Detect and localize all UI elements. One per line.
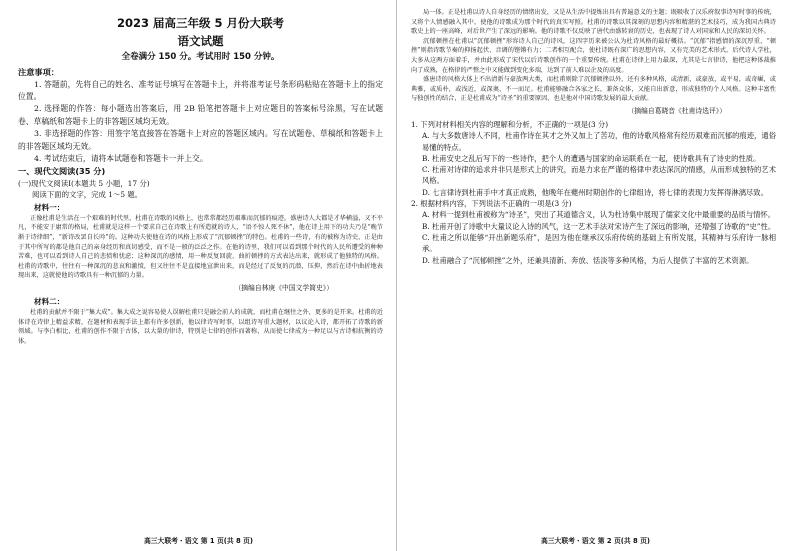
page-1-footer: 高三大联考・语文 第 1 页(共 8 页): [143, 537, 254, 545]
question-2: 2. 根据材料内容，下列说法不正确的一项是(3 分): [411, 199, 572, 209]
material-1-text: 正像杜甫是生活在一个艰难的时代里，杜甫在诗歌的风格上，也常常都经历艰难而沉郁的痕迹。盛唐诗人大都是才华横溢，又不平凡，不能安于庸常的格局，杜甫就是这样一个要求自己在诗歌上有所造就的诗人，“语不惊人死不休”，他在诗上用下的功夫乃是“晚节渐于诗律细”，“新诗改罢自长吟”的。这种功夫使他在诗的风格上形成了“沉郁顿挫”的特色。杜甫的一些诗，有的被称为诗史，正是由于其中所写的都是他自己的亲身经历和真切感受，而不是一般的泛泛之作。在他的诗里，我们可以看到那个时代的人民所遭受的种种苦难，也可以看到诗人自己的悲愤和忧虑；这种深沉的感情，用一种反复回旋、曲折顿挫的方式表达出来，就形成了他独特的风格。杜甫的诗歌中，往往有一种深沉的悲哀和激愤，但又往往不是直接地宣泄出来，而是经过了反复的沉潜、压抑，然后在诗中曲折地表现出来，这就使他的诗歌具有一种沉郁的力量。: [18, 214, 383, 280]
exam-title: 2023 届高三年级 5 月份大联考: [116, 16, 285, 30]
material-2-text: 杜甫的贡献并不限于“集大成”。集大成之说容易使人误解杜甫只是融会前人的成就，而杜甫在继往之外，更多的是开来。杜甫的近体诗在诗律上精益求精，在题材和表现手法上都有许多创新，他以律诗写时事，以组诗写重大题材，以议论入诗，都开拓了诗歌的新领域。与李白相比，杜甫的创作不限于古体，以大量的律诗，特别是七律的创作而著称，从而使七律成为一种足以与古诗相抗衡的诗体。: [18, 309, 383, 345]
material-1-label: 材料一：: [34, 202, 65, 212]
section-heading: 一、现代文阅读(35 分): [18, 166, 106, 177]
page-2: [397, 0, 794, 551]
note-3: 3. 非选择题的作答：用签字笔直接答在答题卡上对应的答题区域内。写在试题卷、草稿纸和答题卡上的非答题区域均无效。: [18, 129, 383, 151]
note-2: 2. 选择题的作答：每小题选出答案后，用 2B 铅笔把答题卡上对应题目的答案标号涂黑，写在试题卷、草稿纸和答题卡上的非答题区域均无效。: [18, 104, 383, 126]
question-1-option-c: C. 杜甫对诗律的追求并非只是形式上的讲究，而是力求在严谨的格律中表达深沉的情感，从而形成独特的艺术风格。: [422, 165, 776, 186]
material-2-label: 材料二：: [34, 297, 65, 306]
note-4: 4. 考试结束后，请将本试题卷和答题卡一并上交。: [34, 153, 208, 163]
material-2-continued: 局一体。正是杜甫以诗人自身经历的情绪出发，又是从生活中提炼出具有普遍意义的主题；既吸收了汉乐府叙事诗写时事的传统，又将个人情感融入其中，使他的诗歌成为那个时代的真实写照。杜甫的诗歌以其深刻的思想内容和精湛的艺术技巧，成为我国古典诗歌史上的一座高峰，对后世产生了深远的影响。他的诗歌不仅反映了唐代由盛转衰的历史，也表现了诗人对国家和人民的深切关怀。: [411, 9, 776, 36]
question-2-option-d: D. 杜甫融合了“沉郁顿挫”之外，还兼具清新、奔放、恬淡等多种风格，为后人提供了丰富的艺术资源。: [422, 255, 754, 265]
material-2-continued-2: 沉郁顿挫在杜甫以“沉郁顿挫”形容诗人自己的诗风，这四字历来被公认为杜诗风格的最好概括。“沉郁”指感情的深沉厚重，“顿挫”则指诗歌节奏的抑扬起伏、音调的铿锵有力；二者相互配合，使杜诗既有深广的思想内容，又有完美的艺术形式。后代诗人学杜，大多从这两方面着手，并由此形成了宋代以后诗歌创作的一个重要传统。杜甫在诗律上用力最深，尤其是七言律诗，他把这种体裁推向了成熟，在格律的严整之中又能做到变化多端，达到了前人难以企及的高度。: [411, 37, 776, 74]
exam-subtitle: 语文试题: [177, 34, 224, 48]
note-1: 1. 答题前，先将自己的姓名、准考证号填写在答题卡上，并将准考证号条形码粘贴在答题卡上的指定位置。: [18, 79, 383, 101]
material-1-source: （摘编自林庚《中国文学简史》）: [234, 284, 333, 292]
question-1-option-b: B. 杜甫安史之乱后写下的一些诗作，把个人的遭遇与国家的命运联系在一起，使诗歌具有了诗史的性质。: [422, 153, 761, 163]
question-1-option-a: A. 与大多数唐诗人不同，杜甫作诗在其才之外又加上了苦功，他的诗歌风格常有经历艰难而沉郁的痕迹，通俗易懂的特点。: [422, 131, 776, 152]
question-2-option-b: B. 杜甫开创了诗歌中大量议论入诗的风气，这一艺术手法对宋诗产生了深远的影响，还增强了诗歌的“史”性。: [422, 221, 776, 231]
score-line: 全卷满分 150 分。考试用时 150 分钟。: [121, 52, 280, 62]
reading-instruction: 阅读下面的文字，完成 1～5 题。: [32, 190, 143, 200]
subsection-heading: (一)现代文阅读Ⅰ(本题共 5 小题，17 分): [18, 178, 150, 188]
material-3-text: 盛唐诗的风格大体上不出清新与豪放两大类，而杜甫则除了沉郁顿挫以外，还有多种风格，或清新，或豪放，或平易，或奇崛，或典雅，或质朴，或浅近，或深奥，不一而足。杜甫能够融合各家之长，兼备众体，又能自出新意，形成独特的个人风格。这种丰富性与独创性的结合，正是杜甫成为“诗圣”的重要原因，也是他对中国诗歌发展的最大贡献。: [411, 76, 776, 103]
question-1: 1. 下列对材料相关内容的理解和分析，不正确的一项是(3 分): [411, 119, 609, 129]
question-1-option-d: D. 七言律诗到杜甫手中才真正成熟，他晚年在夔州时期创作的七律组诗，将七律的表现力发挥得淋漓尽致。: [422, 187, 768, 197]
notes-heading: 注意事项：: [18, 67, 59, 77]
question-2-option-c: C. 杜甫之所以能够“开出新题乐府”，是因为他在继承汉乐府传统的基础上有所发展，其精神与乐府诗一脉相承。: [422, 232, 776, 254]
question-2-option-a: A. 材料一提到杜甫被称为“诗圣”，突出了其道德含义，认为杜诗集中展现了儒家文化中最重要的品质与情怀。: [422, 210, 776, 220]
material-3-source: （摘编自葛晓音《杜甫诗选评》）: [627, 106, 726, 115]
page-2-footer: 高三大联考・语文 第 2 页(共 8 页): [540, 537, 651, 545]
